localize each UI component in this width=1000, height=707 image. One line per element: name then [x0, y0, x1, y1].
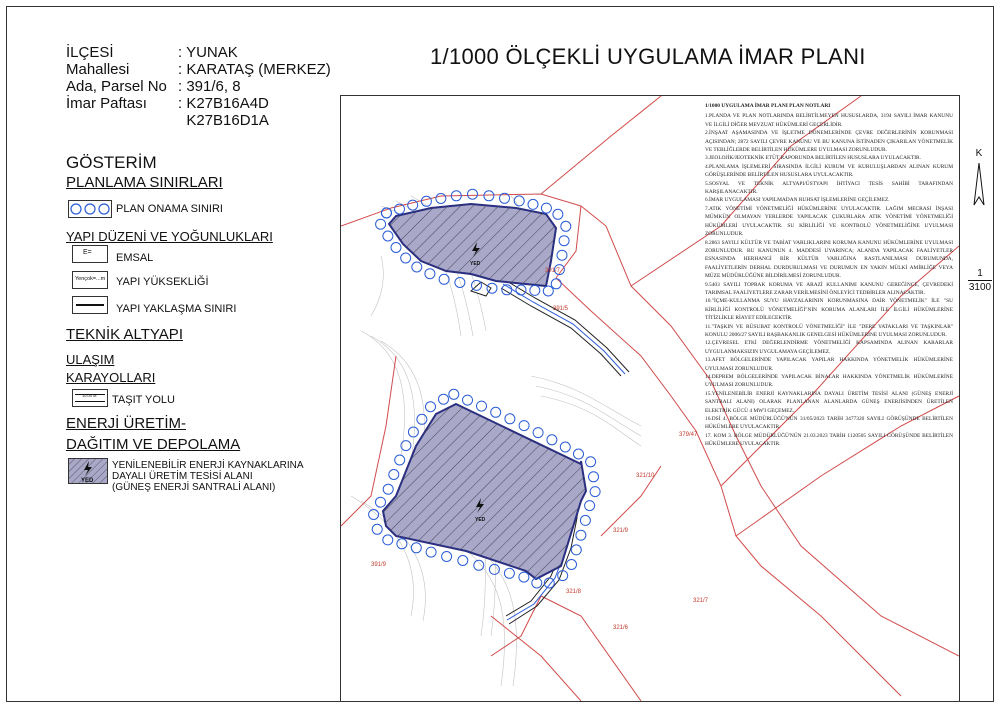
- emsal-symbol-text: E=: [83, 249, 92, 256]
- info-value: : 391/6, 8: [178, 78, 241, 95]
- parcel-label: 321/9: [613, 528, 629, 534]
- plan-approval-circle: [463, 395, 473, 405]
- legend-tech-heading: TEKNİK ALTYAPI: [66, 326, 183, 343]
- legend-height: YAPI YÜKSEKLİĞİ: [116, 276, 209, 288]
- plan-approval-circle: [530, 285, 540, 295]
- info-value: K27B16D1A: [178, 112, 269, 129]
- plan-approval-circle: [389, 470, 399, 480]
- plan-note: 12.ÇEVRESEL ETKİ DEĞERLENDİRME YÖNETMELİĞİ KAPSAMINDA ALINAN KARARLAR UYGULANMAKSIZIN UYGULAMAYA GEÇİLEMEZ.: [705, 340, 953, 355]
- plan-approval-circle: [474, 560, 484, 570]
- legend-vehicle-road: TAŞIT YOLU: [112, 394, 175, 406]
- plan-approval-circle: [458, 556, 468, 566]
- plan-approval-circle: [383, 231, 393, 241]
- plan-note: 8.2863 SAYILI KÜLTÜR VE TABİAT VARLIKLARINI KORUMA KANUNU HÜKÜMLERİNE UYULMASI ZORUNLUDUR. BU KANUNUN 4. MADDESİ UYARINCA; ALANDA YAPILACAK FAALİYETLER ESNASINDA HERHANGİ BİR KÜLTÜR VARLIĞINA RASTLANILMASI DURUMUNDA, FAALİYETLERİN DERHAL DURDURULMASI VE DURUMUN EN YAKIN MÜLKİ AMİRLİĞE VEYA MÜZE MÜDÜRLÜĞÜNE BİLDİRİLMESİ ZORUNLUDUR.: [705, 239, 953, 280]
- scale-bottom: 3100: [968, 282, 992, 293]
- parcel-label: 379/47: [679, 432, 698, 438]
- info-key: [66, 112, 178, 129]
- parcel-label: 321/7: [693, 598, 709, 604]
- legend-transport: ULAŞIM: [66, 352, 115, 367]
- plan-note: 17. KOM 3. BÖLGE MÜDÜRLÜĞÜ'NÜN 21.03.2023 TARİH 1120505 SAYILI GÖRÜŞÜNDE BELİRTİLEN HÜKÜMLERE UYULACAKTIR.: [705, 432, 953, 448]
- plan-note: 14.DEPREM BÖLGELERİNDE YAPILACAK BİNALAR HAKKINDA YÖNETMELİK HÜKÜMLERİNE UYULMASI ZORUNLUDUR.: [705, 374, 953, 389]
- plan-note: 2.İNŞAAT AŞAMASINDA VE İŞLETME DÖNEMLERİNDE ÇEVRE DEĞERLERİNİN KORUNMASI AÇISINDAN; 2872 SAYILI ÇEVRE KANUNU VE BU KANUNA İSTİNADEN ÇIKARILAN YÖNETMELİK VE TEBLİĞLERDE BELİRTİLEN HÜKÜMLERE UYULMASI ZORUNLUDUR.: [705, 130, 953, 154]
- info-key: İmar Paftası: [66, 95, 147, 112]
- plan-approval-circle: [557, 250, 567, 260]
- road-symbol: [72, 389, 108, 407]
- plan-approval-circle: [533, 428, 543, 438]
- road-symbol-text: 10.00 M: [82, 393, 97, 398]
- plan-approval-circle: [376, 219, 386, 229]
- plan-notes-title: 1/1000 UYGULAMA İMAR PLANI PLAN NOTLARI: [705, 103, 831, 109]
- info-row: [66, 61, 331, 78]
- plan-approval-circle: [519, 572, 529, 582]
- plan-approval-circle: [412, 262, 422, 272]
- plan-approval-circle: [590, 487, 600, 497]
- info-value: : KARATAŞ (MERKEZ): [178, 61, 331, 78]
- parcel-label: 391/5: [553, 306, 569, 312]
- plan-approval-circle: [491, 407, 501, 417]
- legend-setback: YAPI YAKLAŞMA SINIRI: [116, 303, 237, 315]
- setback-symbol: [72, 296, 108, 314]
- plan-approval-circle: [421, 196, 431, 206]
- legend-yed-line-2: DAYALI ÜRETİM TESİSİ ALANI: [112, 471, 253, 482]
- info-value: : YUNAK: [178, 44, 238, 61]
- legend-planning-limits: PLANLAMA SINIRLARI: [66, 174, 223, 191]
- plan-info: [66, 44, 331, 129]
- legend-roads: KARAYOLLARI: [66, 370, 156, 385]
- scale-indicator: [968, 268, 992, 293]
- parcel-label: 321/8: [566, 589, 582, 595]
- plan-approval-circle: [436, 194, 446, 204]
- plan-note: 10."İÇME-KULLANMA SUYU HAVZALARININ KORUNMASINA DAİR YÖNETMELİK" İLE "SU KİRLİLİĞİ KONTROLÜ YÖNETMELİĞİ"NİN KORUMA ALANLARI İLE İLGİLİ HÜKÜMLERİNE TİTİZLİKLE RİAYET EDİLECEKTİR.: [705, 298, 953, 322]
- legend-yed-line-3: (GÜNEŞ ENERJİ SANTRALİ ALANI): [112, 482, 276, 493]
- plan-approval-circle: [442, 552, 452, 562]
- plan-approval-circle: [571, 545, 581, 555]
- plan-approval-circle: [561, 221, 571, 231]
- info-row: [66, 44, 331, 61]
- plan-approval-circle: [504, 568, 514, 578]
- plan-approval-circle: [558, 571, 568, 581]
- legend-plan-approval: PLAN ONAMA SINIRI: [116, 203, 223, 215]
- legend-energy-heading-2: DAĞITIM VE DEPOLAMA: [66, 436, 241, 453]
- plan-note: 16.DSİ 4. BÖLGE MÜDÜRLÜĞÜ'NÜN 31/05/2023 TARİH 3477320 SAYILI GÖRÜŞÜNDE BELİRTİLEN HÜKÜMLERE UYULACAKTIR.: [705, 416, 953, 431]
- plan-approval-circle: [439, 274, 449, 284]
- info-key: Mahallesi: [66, 61, 130, 78]
- plan-note: 7.ATIK YÖNETİMİ YÖNETMELİĞİ HÜKÜMLERİNE UYULACAKTIR. LAĞIM MECRASI İNŞASI MÜMKÜN OLMAYAN YERLERDE YAPILACAK ÇUKURLARA ATIK YÖNETİMİ YÖNETMELİĞİ HÜKÜMLERİ UYULACAKTIR. SU KİRLİLİĞİ VE KONTROLÜ YÖNETMELİĞİNE UYULMASI ZORUNLUDUR.: [705, 205, 953, 238]
- plan-approval-circle: [484, 191, 494, 201]
- plan-approval-circle: [449, 389, 459, 399]
- plan-approval-circle: [397, 539, 407, 549]
- plan-note: 4.PLANLAMA İŞLEMLERİ SIRASINDA İLGİLİ KURUM VE KURULUŞLARDAN ALINAN KURUM GÖRÜŞLERİNDE BELİRTİLEN HUSUSLARA UYULACAKTIR.: [705, 163, 953, 179]
- yed-symbol-text: YED: [81, 478, 94, 484]
- legend-energy-heading-1: ENERJİ ÜRETİM-: [66, 415, 186, 432]
- plan-approval-circle: [567, 560, 577, 570]
- plan-approval-circle: [553, 209, 563, 219]
- plan-approval-circle: [576, 530, 586, 540]
- plan-note: 9.5403 SAYILI TOPRAK KORUMA VE ARAZİ KULLANIMI KANUNU GEREĞİNCE, ÇEVREDEKİ TARIMSAL FAALİYETLERE ZARAR VERİLMESİNİ ÖNLEYİCİ TEDBİRLER ALINACAKTIR.: [705, 281, 953, 296]
- yed-symbol: [68, 458, 108, 484]
- north-arrow: [972, 148, 986, 209]
- plan-note: 15.YENİLENEBİLİR ENERJİ KAYNAKLARINA DAYALI ÜRETİM TESİSİ ALANI (GÜNEŞ ENERJİ SANTRALI ALANI) OLARAK PLANLANAN ALANLARDA GÜNEŞ ENERJİSİNDEN ÜRETİLEN ELEKTRİK GÜCÜ 4 MW'I GEÇEMEZ.: [705, 390, 953, 414]
- plan-approval-circle: [547, 435, 557, 445]
- plan-approval-circle: [551, 279, 561, 289]
- plan-approval-circle: [468, 189, 478, 199]
- yed-label-south: YED: [475, 517, 486, 523]
- legend-yed: [112, 460, 304, 493]
- height-symbol: [72, 271, 108, 289]
- plan-map: [340, 95, 960, 702]
- plan-note: 3.JEOLOJİK/JEOTEKNİK ETÜT RAPORUNDA BELİRTİLEN HUSUSLARA UYULACAKTIR.: [705, 155, 921, 162]
- legend-density-heading: YAPI DÜZENİ VE YOĞUNLUKLARI: [66, 229, 273, 244]
- plan-approval-circle: [408, 200, 418, 210]
- plan-approval-circle: [580, 515, 590, 525]
- plan-title: 1/1000 ÖLÇEKLİ UYGULAMA İMAR PLANI: [430, 44, 866, 69]
- plan-note: 11."TAŞKIN VE RÜSUBAT KONTROLÜ YÖNETMELİĞİ" İLE "DERE YATAKLARI VE TAŞKINLAR" KONULU 2006/27 SAYILI BAŞBAKANLIK GENELGESİ HÜKÜMLERİNE UYULMASI ZORUNLUDUR.: [705, 323, 953, 338]
- plan-note: 1.PLANDA VE PLAN NOTLARINDA BELİRTİLMEYEN HUSUSLARDA, 3194 SAYILI İMAR KANUNU VE İLGİLİ DİĞER MEVZUAT HÜKÜMLERİ GEÇERLİDİR.: [705, 113, 953, 128]
- plan-approval-circle: [417, 414, 427, 424]
- info-row: [66, 95, 331, 112]
- parcel-label: 321/10: [636, 473, 655, 479]
- plan-approval-circle: [559, 236, 569, 246]
- plan-approval-circle: [369, 510, 379, 520]
- plan-approval-circle: [439, 394, 449, 404]
- emsal-symbol: [72, 245, 108, 263]
- info-key: Ada, Parsel No: [66, 78, 167, 95]
- legend-emsal: EMSAL: [116, 252, 154, 264]
- plan-approval-circle: [514, 196, 524, 206]
- plan-approval-circle: [455, 278, 465, 288]
- plan-approval-circle: [372, 524, 382, 534]
- plan-approval-circle: [401, 253, 411, 263]
- plan-approval-circle: [585, 501, 595, 511]
- north-arrow-icon: [972, 161, 986, 209]
- yed-area-south-hatch: [383, 404, 586, 579]
- plan-approval-circle: [519, 421, 529, 431]
- parcel-label: 391/7: [545, 268, 561, 274]
- plan-approval-circle: [586, 457, 596, 467]
- info-key: İLÇESİ: [66, 44, 114, 61]
- plan-note: 6.İMAR UYGULAMASI YAPILMADAN RUHSAT İŞLEMLERİNE GEÇİLEMEZ.: [705, 197, 890, 204]
- plan-approval-circle: [383, 484, 393, 494]
- info-row: [66, 112, 331, 129]
- plan-approval-circle: [589, 472, 599, 482]
- plan-approval-circle: [560, 442, 570, 452]
- legend-heading: GÖSTERİM: [66, 153, 157, 172]
- plan-approval-circle: [541, 203, 551, 213]
- info-value: : K27B16A4D: [178, 95, 269, 112]
- plan-approval-circle: [408, 427, 418, 437]
- plan-approval-circle: [425, 269, 435, 279]
- plan-approval-circle: [528, 199, 538, 209]
- plan-approval-circle: [383, 535, 393, 545]
- north-label: K: [975, 148, 983, 159]
- plan-approval-circle: [376, 497, 386, 507]
- yed-area-north-hatch: [389, 204, 556, 286]
- plan-approval-circle: [477, 401, 487, 411]
- plan-approval-symbol: [68, 200, 112, 218]
- plan-approval-circle: [543, 286, 553, 296]
- plan-note: 13.AFET BÖLGELERİNDE YAPILACAK YAPILAR HAKKINDA YÖNETMELİK HÜKÜMLERİNE UYULMASI ZORUNLUDUR.: [705, 357, 953, 372]
- plan-approval-circle: [391, 243, 401, 253]
- parcel-label: 321/6: [613, 625, 629, 631]
- plan-approval-circle: [426, 547, 436, 557]
- info-row: [66, 78, 331, 95]
- plan-approval-circle: [426, 402, 436, 412]
- plan-approval-circle: [395, 455, 405, 465]
- legend-yed-line-1: YENİLENEBİLİR ENERJİ KAYNAKLARINA: [112, 460, 304, 471]
- yed-label-north: YED: [470, 261, 481, 267]
- plan-notes: [705, 102, 953, 449]
- height-symbol-text: Yençok=...m: [75, 276, 106, 282]
- plan-approval-circle: [505, 414, 515, 424]
- plan-note: 5.SOSYAL VE TEKNİK ALTYAPI/ÜSTYAPI İHTİYACI TESİS SAHİBİ TARAFINDAN KARŞILANACAKTIR.: [705, 180, 953, 196]
- parcel-label: 391/9: [371, 562, 387, 568]
- plan-approval-circle: [411, 543, 421, 553]
- scale-top: 1: [977, 268, 983, 279]
- plan-approval-circle: [574, 449, 584, 459]
